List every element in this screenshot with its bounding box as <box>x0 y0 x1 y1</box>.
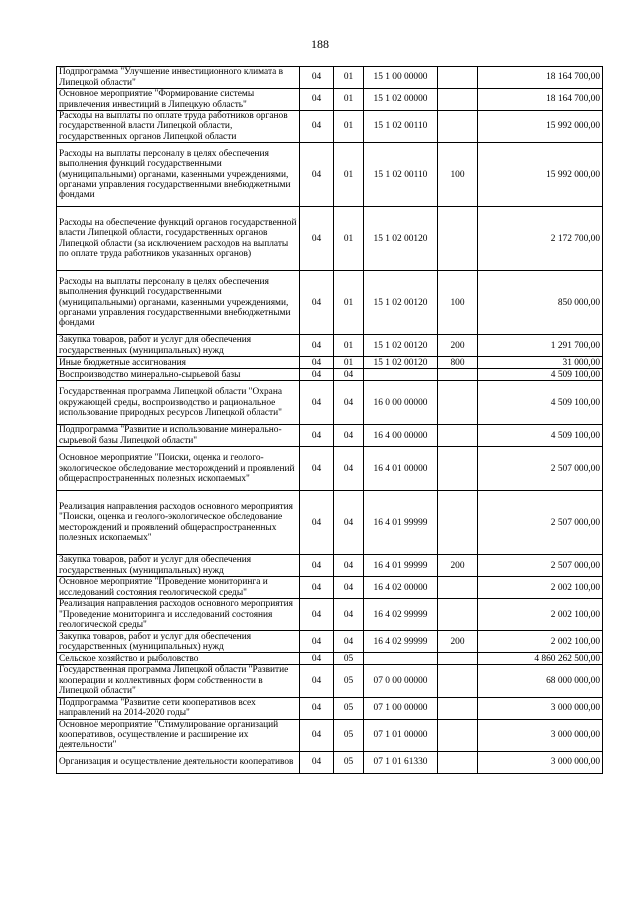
budget-table <box>56 66 603 774</box>
target-article-cell: 15 1 02 00120 <box>364 271 438 335</box>
amount-cell: 2 002 100,00 <box>478 631 603 653</box>
table-row <box>57 67 603 89</box>
target-article-cell: 15 1 02 00120 <box>364 207 438 271</box>
table-row <box>57 599 603 631</box>
section-code-cell: 04 <box>300 271 334 335</box>
subsection-code-cell: 01 <box>334 67 364 89</box>
table-row <box>57 335 603 357</box>
expense-type-cell <box>438 425 478 447</box>
subsection-code-cell: 01 <box>334 335 364 357</box>
amount-cell: 4 509 100,00 <box>478 381 603 425</box>
expense-type-cell <box>438 653 478 665</box>
amount-cell: 15 992 000,00 <box>478 111 603 143</box>
page-number: 188 <box>311 37 329 51</box>
table-row <box>57 369 603 381</box>
expense-name-cell: Сельское хозяйство и рыболовство <box>57 653 300 665</box>
expense-name-cell: Основное мероприятие "Стимулирование организаций кооперативов, осуществление и расширение их деятельности" <box>57 719 300 751</box>
table-row <box>57 447 603 491</box>
section-code-cell: 04 <box>300 599 334 631</box>
target-article-cell: 16 4 01 99999 <box>364 555 438 577</box>
target-article-cell: 16 4 02 99999 <box>364 631 438 653</box>
expense-name-cell: Реализация направления расходов основного мероприятия "Проведение мониторинга и исследований состояния геологической среды" <box>57 599 300 631</box>
target-article-cell: 07 0 00 00000 <box>364 665 438 697</box>
target-article-cell: 16 0 00 00000 <box>364 381 438 425</box>
table-row <box>57 89 603 111</box>
subsection-code-cell: 01 <box>334 271 364 335</box>
amount-cell: 18 164 700,00 <box>478 89 603 111</box>
expense-name-cell: Закупка товаров, работ и услуг для обеспечения государственных (муниципальных) нужд <box>57 335 300 357</box>
target-article-cell: 15 1 02 00120 <box>364 357 438 369</box>
section-code-cell: 04 <box>300 577 334 599</box>
subsection-code-cell: 04 <box>334 577 364 599</box>
section-code-cell: 04 <box>300 447 334 491</box>
amount-cell: 2 507 000,00 <box>478 447 603 491</box>
section-code-cell: 04 <box>300 555 334 577</box>
target-article-cell: 16 4 02 99999 <box>364 599 438 631</box>
expense-name-cell: Основное мероприятие "Поиски, оценка и геолого-экологическое обследование месторождений и проявлений общераспространенных полезных ископаемых" <box>57 447 300 491</box>
target-article-cell: 15 1 02 00120 <box>364 335 438 357</box>
table-row <box>57 491 603 555</box>
subsection-code-cell: 04 <box>334 447 364 491</box>
section-code-cell: 04 <box>300 697 334 719</box>
section-code-cell: 04 <box>300 111 334 143</box>
expense-type-cell: 200 <box>438 335 478 357</box>
section-code-cell: 04 <box>300 631 334 653</box>
expense-type-cell <box>438 599 478 631</box>
section-code-cell: 04 <box>300 335 334 357</box>
section-code-cell: 04 <box>300 357 334 369</box>
section-code-cell: 04 <box>300 381 334 425</box>
target-article-cell: 16 4 01 99999 <box>364 491 438 555</box>
subsection-code-cell: 04 <box>334 491 364 555</box>
amount-cell: 2 172 700,00 <box>478 207 603 271</box>
subsection-code-cell: 04 <box>334 555 364 577</box>
expense-name-cell: Закупка товаров, работ и услуг для обеспечения государственных (муниципальных) нужд <box>57 631 300 653</box>
expense-name-cell: Государственная программа Липецкой области "Охрана окружающей среды, воспроизводство и рациональное использование природных ресурсов Липецкой области" <box>57 381 300 425</box>
table-row <box>57 111 603 143</box>
amount-cell: 4 509 100,00 <box>478 369 603 381</box>
table-row <box>57 577 603 599</box>
table-row <box>57 653 603 665</box>
budget-table-body <box>57 67 603 774</box>
amount-cell: 3 000 000,00 <box>478 751 603 773</box>
expense-type-cell <box>438 665 478 697</box>
subsection-code-cell: 01 <box>334 143 364 207</box>
amount-cell: 15 992 000,00 <box>478 143 603 207</box>
expense-name-cell: Подпрограмма "Развитие и использование минерально-сырьевой базы Липецкой области" <box>57 425 300 447</box>
amount-cell: 3 000 000,00 <box>478 719 603 751</box>
section-code-cell: 04 <box>300 425 334 447</box>
expense-name-cell: Расходы на выплаты персоналу в целях обеспечения выполнения функций государственными (муниципальными) органами, казенными учреждениями, органами управления государственными внебюджетными фондами <box>57 143 300 207</box>
expense-name-cell: Иные бюджетные ассигнования <box>57 357 300 369</box>
amount-cell: 4 509 100,00 <box>478 425 603 447</box>
target-article-cell: 07 1 00 00000 <box>364 697 438 719</box>
amount-cell: 2 507 000,00 <box>478 491 603 555</box>
target-article-cell: 15 1 02 00000 <box>364 89 438 111</box>
section-code-cell: 04 <box>300 719 334 751</box>
amount-cell: 31 000,00 <box>478 357 603 369</box>
target-article-cell: 15 1 00 00000 <box>364 67 438 89</box>
table-row <box>57 665 603 697</box>
table-row <box>57 207 603 271</box>
expense-type-cell <box>438 67 478 89</box>
subsection-code-cell: 01 <box>334 357 364 369</box>
table-row <box>57 425 603 447</box>
section-code-cell: 04 <box>300 369 334 381</box>
section-code-cell: 04 <box>300 491 334 555</box>
subsection-code-cell: 05 <box>334 719 364 751</box>
amount-cell: 18 164 700,00 <box>478 67 603 89</box>
expense-type-cell <box>438 369 478 381</box>
table-row <box>57 719 603 751</box>
expense-type-cell: 200 <box>438 555 478 577</box>
target-article-cell: 07 1 01 61330 <box>364 751 438 773</box>
table-row <box>57 751 603 773</box>
expense-name-cell: Подпрограмма "Улучшение инвестиционного климата в Липецкой области" <box>57 67 300 89</box>
table-row <box>57 631 603 653</box>
expense-type-cell: 100 <box>438 143 478 207</box>
expense-name-cell: Основное мероприятие "Проведение мониторинга и исследований состояния геологической среды" <box>57 577 300 599</box>
expense-name-cell: Реализация направления расходов основного мероприятия "Поиски, оценка и геолого-экологическое обследование месторождений и проявлений общераспространенных полезных ископаемых" <box>57 491 300 555</box>
subsection-code-cell: 01 <box>334 207 364 271</box>
target-article-cell: 16 4 01 00000 <box>364 447 438 491</box>
table-row <box>57 143 603 207</box>
table-row <box>57 697 603 719</box>
expense-name-cell: Подпрограмма "Развитие сети кооперативов всех направлений на 2014-2020 годы" <box>57 697 300 719</box>
expense-name-cell: Воспроизводство минерально-сырьевой базы <box>57 369 300 381</box>
amount-cell: 850 000,00 <box>478 271 603 335</box>
subsection-code-cell: 04 <box>334 599 364 631</box>
subsection-code-cell: 05 <box>334 665 364 697</box>
expense-type-cell <box>438 719 478 751</box>
section-code-cell: 04 <box>300 67 334 89</box>
expense-type-cell <box>438 381 478 425</box>
target-article-cell: 16 4 02 00000 <box>364 577 438 599</box>
table-row <box>57 381 603 425</box>
amount-cell: 4 860 262 500,00 <box>478 653 603 665</box>
subsection-code-cell: 01 <box>334 89 364 111</box>
table-row <box>57 271 603 335</box>
expense-type-cell <box>438 89 478 111</box>
target-article-cell: 07 1 01 00000 <box>364 719 438 751</box>
amount-cell: 68 000 000,00 <box>478 665 603 697</box>
expense-type-cell: 100 <box>438 271 478 335</box>
subsection-code-cell: 04 <box>334 369 364 381</box>
amount-cell: 2 002 100,00 <box>478 577 603 599</box>
expense-type-cell <box>438 577 478 599</box>
expense-type-cell <box>438 751 478 773</box>
section-code-cell: 04 <box>300 89 334 111</box>
section-code-cell: 04 <box>300 751 334 773</box>
target-article-cell <box>364 653 438 665</box>
expense-name-cell: Расходы на выплаты персоналу в целях обеспечения выполнения функций государственными (муниципальными) органами, казенными учреждениями, органами управления государственными внебюджетными фондами <box>57 271 300 335</box>
amount-cell: 2 507 000,00 <box>478 555 603 577</box>
expense-name-cell: Основное мероприятие "Формирование системы привлечения инвестиций в Липецкую область" <box>57 89 300 111</box>
target-article-cell: 15 1 02 00110 <box>364 111 438 143</box>
amount-cell: 2 002 100,00 <box>478 599 603 631</box>
section-code-cell: 04 <box>300 665 334 697</box>
subsection-code-cell: 05 <box>334 751 364 773</box>
amount-cell: 1 291 700,00 <box>478 335 603 357</box>
expense-type-cell <box>438 207 478 271</box>
section-code-cell: 04 <box>300 207 334 271</box>
expense-name-cell: Закупка товаров, работ и услуг для обеспечения государственных (муниципальных) нужд <box>57 555 300 577</box>
expense-type-cell <box>438 697 478 719</box>
expense-name-cell: Организация и осуществление деятельности кооперативов <box>57 751 300 773</box>
target-article-cell: 16 4 00 00000 <box>364 425 438 447</box>
subsection-code-cell: 04 <box>334 381 364 425</box>
target-article-cell <box>364 369 438 381</box>
expense-type-cell <box>438 491 478 555</box>
expense-name-cell: Государственная программа Липецкой области "Развитие кооперации и коллективных форм собственности в Липецкой области" <box>57 665 300 697</box>
expense-type-cell <box>438 111 478 143</box>
table-row <box>57 555 603 577</box>
expense-type-cell: 200 <box>438 631 478 653</box>
table-row <box>57 357 603 369</box>
expense-type-cell: 800 <box>438 357 478 369</box>
subsection-code-cell: 01 <box>334 111 364 143</box>
target-article-cell: 15 1 02 00110 <box>364 143 438 207</box>
subsection-code-cell: 04 <box>334 425 364 447</box>
section-code-cell: 04 <box>300 653 334 665</box>
expense-name-cell: Расходы на обеспечение функций органов государственной власти Липецкой области, государственных органов Липецкой области (за исключением расходов на выплаты по оплате труда работников указанных органов) <box>57 207 300 271</box>
subsection-code-cell: 05 <box>334 653 364 665</box>
amount-cell: 3 000 000,00 <box>478 697 603 719</box>
subsection-code-cell: 05 <box>334 697 364 719</box>
section-code-cell: 04 <box>300 143 334 207</box>
expense-type-cell <box>438 447 478 491</box>
subsection-code-cell: 04 <box>334 631 364 653</box>
expense-name-cell: Расходы на выплаты по оплате труда работников органов государственной власти Липецкой области, государственных органов Липецкой области <box>57 111 300 143</box>
